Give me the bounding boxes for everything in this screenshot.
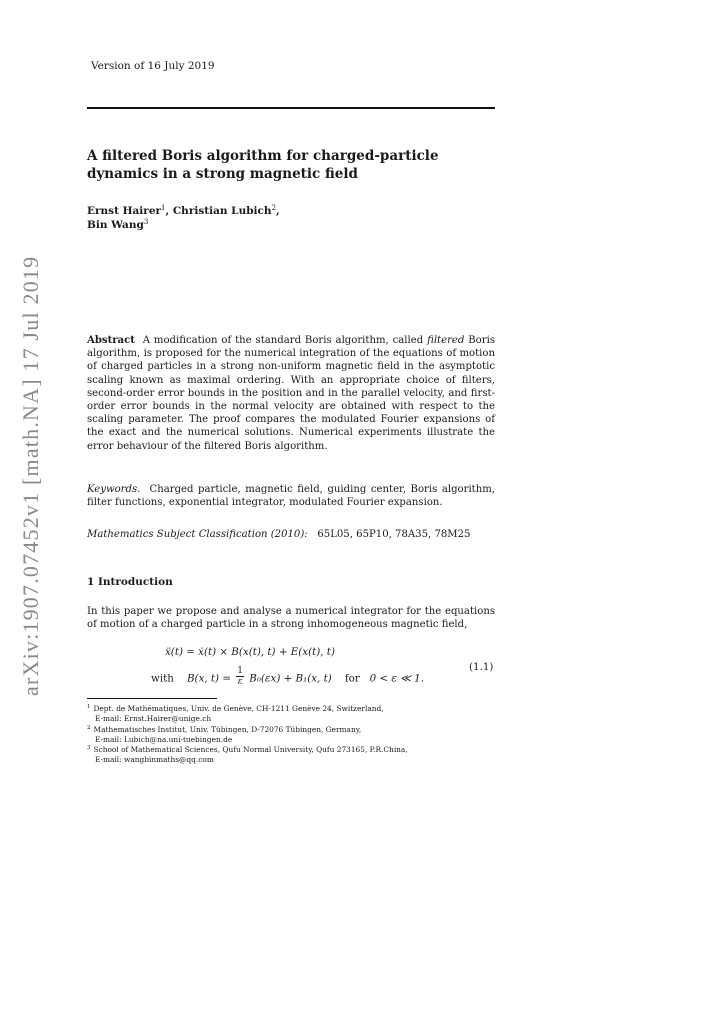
equation-line-2 bbox=[151, 668, 424, 689]
author-name: Bin Wang bbox=[87, 219, 144, 231]
equation-fraction bbox=[236, 666, 244, 687]
author-name: Ernst Hairer bbox=[87, 205, 162, 217]
equation-line-1: ẍ(t) = ẋ(t) × B(x(t), t) + E(x(t), t) bbox=[165, 646, 335, 658]
msc-codes: 65L05, 65P10, 78A35, 78M25 bbox=[317, 529, 471, 540]
paper-title: A filtered Boris algorithm for charged-particle dynamics in a strong magnetic field bbox=[87, 148, 439, 182]
arxiv-identifier-stamp: arXiv:1907.07452v1 [math.NA] 17 Jul 2019 bbox=[18, 255, 43, 696]
footnote bbox=[87, 704, 507, 725]
keywords-label: Keywords. bbox=[87, 484, 141, 495]
footnote-affiliation: Dept. de Mathématiques, Univ. de Genève, CH-1211 Genève 24, Switzerland, bbox=[93, 704, 384, 713]
footnote bbox=[87, 725, 507, 746]
keywords bbox=[87, 483, 495, 509]
equation-number: (1.1) bbox=[469, 661, 494, 673]
fraction-numerator: 1 bbox=[237, 666, 243, 676]
affiliation-mark: 2 bbox=[271, 204, 277, 212]
equation-condition: 0 < ε ≪ 1. bbox=[369, 672, 425, 685]
footnote-mark: 2 bbox=[87, 724, 91, 731]
footnote-affiliation: School of Mathematical Sciences, Qufu Normal University, Qufu 273165, P.R.China, bbox=[93, 745, 408, 755]
footnote bbox=[87, 745, 507, 766]
footnote-rule bbox=[87, 698, 217, 699]
abstract-emphasis: filtered bbox=[427, 335, 465, 346]
abstract-text: A modification of the standard Boris algorithm, called bbox=[142, 335, 424, 346]
header-rule bbox=[87, 107, 495, 109]
abstract bbox=[87, 334, 495, 453]
footnote-email: E-mail: Lubich@na.uni-tuebingen.de bbox=[95, 734, 233, 744]
footnote-affiliation: Mathematisches Institut, Univ. Tübingen, D-72076 Tübingen, Germany, bbox=[93, 724, 362, 734]
equation-with-word: with bbox=[151, 672, 174, 685]
affiliation-mark: 3 bbox=[143, 218, 149, 226]
footnote-email: E-mail: wangbinmaths@qq.com bbox=[95, 755, 214, 765]
intro-paragraph: In this paper we propose and analyse a numerical integrator for the equations of motion of a charged particle in a strong inhomogeneous magnetic field, bbox=[87, 606, 495, 631]
version-date: Version of 16 July 2019 bbox=[91, 60, 215, 72]
author-name: Christian Lubich bbox=[172, 205, 272, 217]
footnote-email: E-mail: Ernst.Hairer@unige.ch bbox=[95, 714, 212, 724]
affiliation-mark: 1 bbox=[161, 204, 166, 212]
abstract-text: Boris algorithm, is proposed for the numerical integration of the equations of motion of charged particles in a strong non-uniform magnetic field in the asymptotic scaling known as maximal ordering. With an appropriate choice of filters, second-order error bounds in the position and in the parallel velocity, and first-order error bounds in the normal velocity are obtained with respect to the scaling parameter. The proof compares the modulated Fourier expansions of the exact and the numerical solutions. Numerical experiments illustrate the error behaviour of the filtered Boris algorithm. bbox=[87, 335, 495, 452]
fraction-denominator: ε bbox=[237, 677, 243, 687]
equation-for-word: for bbox=[344, 672, 360, 685]
equation-lhs: B(x, t) = bbox=[186, 672, 231, 685]
msc-classification bbox=[87, 529, 507, 540]
footnote-mark: 3 bbox=[87, 745, 91, 752]
footnotes bbox=[87, 704, 507, 766]
msc-label: Mathematics Subject Classification (2010): bbox=[87, 529, 308, 540]
section-heading: 1 Introduction bbox=[87, 576, 173, 588]
equation-rhs: B₀(εx) + B₁(x, t) bbox=[249, 672, 332, 685]
keywords-text: Charged particle, magnetic field, guiding center, Boris algorithm, filter functions, exponential integrator, modulated Fourier expansion. bbox=[87, 484, 496, 509]
footnote-mark: 1 bbox=[87, 704, 91, 710]
abstract-label: Abstract bbox=[87, 335, 135, 346]
author-list: Ernst Hairer$^1$, Christian Lubich$^2$, Bin Wang$^3$ bbox=[87, 204, 280, 231]
